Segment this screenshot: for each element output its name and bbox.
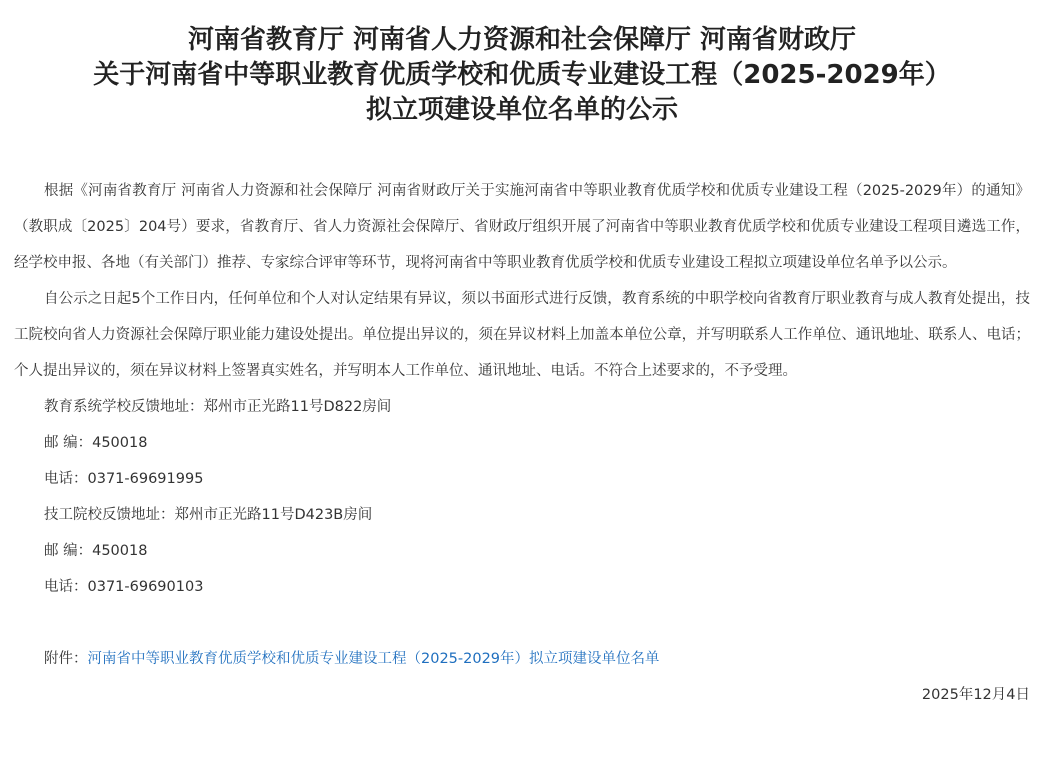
edu-feedback-address: 教育系统学校反馈地址：郑州市正光路11号D822房间: [44, 399, 392, 415]
notice-body: [14, 173, 1030, 713]
spacer: [14, 605, 1030, 641]
body-paragraph-1: 根据《河南省教育厅 河南省人力资源和社会保障厅 河南省财政厅关于实施河南省中等职业教育优质学校和优质专业建设工程（2025-2029年）的通知》（教职成〔2025〕204号）要求，省教育厅、省人力资源社会保障厅、省财政厅组织开展了河南省中等职业教育优质学校和优质专业建设工程项目遴选工作，经学校申报、各地（有关部门）推荐、专家综合评审等环节，现将河南省中等职业教育优质学校和优质专业建设工程拟立项建设单位名单予以公示。: [14, 183, 1030, 271]
title-line-3: 拟立项建设单位名单的公示: [365, 95, 678, 125]
edu-postcode: 邮 编：450018: [44, 435, 148, 451]
attachment-line: [14, 641, 1030, 677]
tech-postcode: 邮 编：450018: [44, 543, 148, 559]
body-paragraph-2: 自公示之日起5个工作日内，任何单位和个人对认定结果有异议，须以书面形式进行反馈，教育系统的中职学校向省教育厅职业教育与成人教育处提出，技工院校向省人力资源社会保障厅职业能力建设处提出。单位提出异议的，须在异议材料上加盖本单位公章，并写明联系人工作单位、通讯地址、联系人、电话；个人提出异议的，须在异议材料上签署真实姓名，并写明本人工作单位、通讯地址、电话。不符合上述要求的，不予受理。: [14, 291, 1030, 379]
edu-phone: 电话：0371-69691995: [44, 471, 204, 487]
attachment-label: 附件：: [44, 651, 88, 667]
title-line-1: 河南省教育厅 河南省人力资源和社会保障厅 河南省财政厅: [187, 25, 857, 55]
notice-title: [14, 0, 1030, 128]
attachment-link[interactable]: 河南省中等职业教育优质学校和优质专业建设工程（2025-2029年）拟立项建设单位名单: [87, 651, 660, 667]
publish-date: 2025年12月4日: [921, 687, 1030, 703]
tech-phone: 电话：0371-69690103: [44, 579, 204, 595]
title-line-2: 关于河南省中等职业教育优质学校和优质专业建设工程（2025-2029年）: [93, 60, 951, 90]
tech-feedback-address: 技工院校反馈地址：郑州市正光路11号D423B房间: [44, 507, 373, 523]
